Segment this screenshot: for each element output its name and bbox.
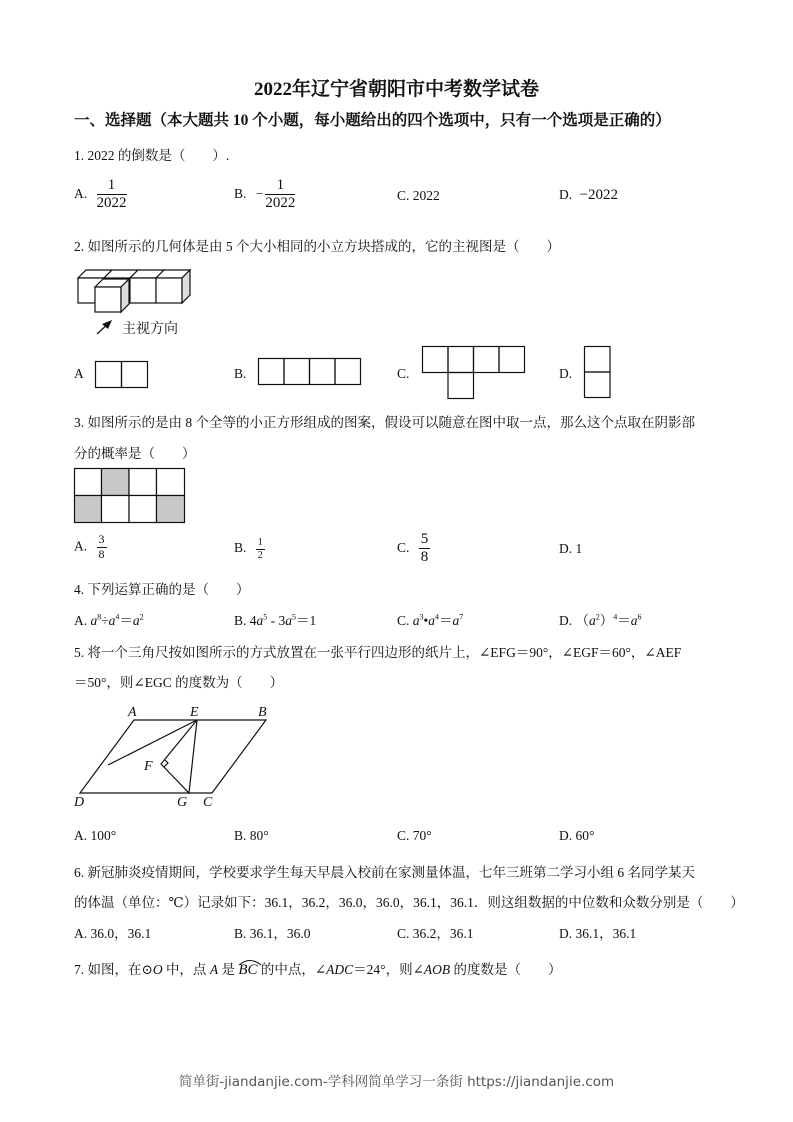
question-3-stem-line2: 分的概率是（ ） — [74, 446, 196, 461]
fraction: $\frac{3}{8}$ — [98, 532, 105, 561]
question-6-stem-line2: 的体温（单位：℃）记录如下：36.1，36.2，36.0，36.0，36.1，36.1．则这组数据的中位数和众数分别是（ ） — [74, 895, 744, 910]
fraction: $\frac{1}{2022}$ — [265, 177, 296, 212]
question-6-stem-line1: 6. 新冠肺炎疫情期间，学校要求学生每天早晨入校前在家测量体温，七年三班第二学习小组 6 名同学某天 — [74, 865, 695, 880]
option-label: B. — [234, 185, 247, 201]
q6-option-d[interactable]: D. 36.1，36.1 — [559, 926, 637, 941]
point-e: E — [190, 705, 199, 720]
point-a: A — [128, 705, 137, 720]
q4-option-b[interactable]: B. $4a^5 - 3a^5=1$ — [234, 612, 317, 628]
q2-option-b-figure[interactable] — [258, 358, 362, 386]
option-label: D. — [559, 613, 573, 628]
question-7-stem: 7. 如图，在⊙O 中，点 A 是 BC 的中点，∠ADC＝24°，则∠AOB 的度数是（ ） — [74, 962, 562, 978]
point-d: D — [74, 795, 85, 810]
q2-option-d-figure[interactable] — [584, 346, 612, 400]
q2-option-c-label[interactable]: C. — [397, 366, 410, 381]
q1-option-b[interactable] — [234, 177, 295, 213]
point-b: B — [258, 705, 267, 720]
page-title: 2022年辽宁省朝阳市中考数学试卷 — [253, 79, 539, 100]
option-label: A. — [74, 185, 88, 201]
q2-option-c-figure[interactable] — [422, 346, 526, 400]
point-c: C — [203, 795, 213, 810]
point-f: F — [144, 759, 153, 774]
option-label: B. — [234, 613, 247, 628]
q6-option-c[interactable]: C. 36.2，36.1 — [397, 926, 474, 941]
q3-option-d[interactable]: D. 1 — [559, 541, 583, 556]
q5-option-a[interactable]: A. 100° — [74, 828, 117, 843]
question-5-stem-line2: ＝50°，则∠EGC 的度数为（ ） — [74, 675, 284, 690]
q3-option-c[interactable] — [397, 531, 430, 567]
point-g: G — [177, 795, 188, 810]
q3-option-b[interactable] — [234, 537, 265, 561]
option-label: B. — [234, 540, 247, 556]
question-3-stem-line1: 3. 如图所示的是由 8 个全等的小正方形组成的图案，假设可以随意在图中取一点，那么这个点取在阴影部 — [74, 415, 695, 430]
option-label: D. — [559, 187, 573, 202]
question-2-stem: 2. 如图所示的几何体是由 5 个大小相同的小立方块搭成的，它的主视图是（ ） — [74, 239, 560, 254]
option-value: −2022 — [579, 187, 618, 203]
option-label: C. — [397, 613, 410, 628]
question-5-stem-line1: 5. 将一个三角尺按如图所示的方式放置在一张平行四边形的纸片上，∠EFG＝90°，∠EGF＝60°，∠AEF — [74, 645, 682, 660]
q4-option-c[interactable]: C. $a^3•a^4=a^7$ — [397, 612, 464, 628]
fraction: $\frac{1}{2}$ — [257, 537, 263, 561]
fraction: $\frac{5}{8}$ — [420, 531, 429, 566]
q3-option-a[interactable] — [74, 533, 107, 562]
q2-option-b-label[interactable]: B. — [234, 366, 247, 381]
q2-option-d-label[interactable]: D. — [559, 366, 573, 381]
option-label: A. — [74, 613, 88, 628]
arc-bc: BC — [238, 962, 257, 979]
q1-option-c[interactable]: C. 2022 — [397, 188, 440, 203]
watermark-footer: 简单街-jiandanjie.com-学科网简单学习一条街 https://jiandanjie.com — [178, 1074, 615, 1090]
q2-option-a-figure[interactable] — [95, 361, 149, 389]
view-direction-caption: 主视方向 — [122, 321, 178, 337]
q6-option-b[interactable]: B. 36.1，36.0 — [234, 926, 311, 941]
q4-option-d[interactable]: D. $(a^2)^4=a^6$ — [559, 612, 642, 628]
q5-option-d[interactable]: D. 60° — [559, 828, 595, 843]
question-4-stem: 4. 下列运算正确的是（ ） — [74, 582, 250, 597]
q4-option-a[interactable]: A. $a^8\div a^4=a^2$ — [74, 612, 144, 628]
q1-option-a[interactable] — [74, 177, 127, 213]
parallelogram-figure — [72, 700, 282, 810]
option-label: A. — [74, 538, 88, 554]
q1-option-d[interactable] — [559, 187, 618, 204]
option-label: C. — [397, 539, 410, 555]
question-1-stem: 1. 2022 的倒数是（ ）. — [74, 148, 230, 163]
shaded-grid-figure — [74, 468, 188, 525]
fraction: $\frac{1}{2022}$ — [96, 177, 127, 212]
section-heading: 一、选择题（本大题共 10 个小题，每小题给出的四个选项中，只有一个选项是正确的） — [74, 112, 671, 129]
q5-option-b[interactable]: B. 80° — [234, 828, 269, 843]
q5-option-c[interactable]: C. 70° — [397, 828, 432, 843]
minus-sign: − — [255, 185, 264, 201]
q2-option-a-label[interactable]: A — [74, 366, 84, 381]
q6-option-a[interactable]: A. 36.0，36.1 — [74, 926, 152, 941]
